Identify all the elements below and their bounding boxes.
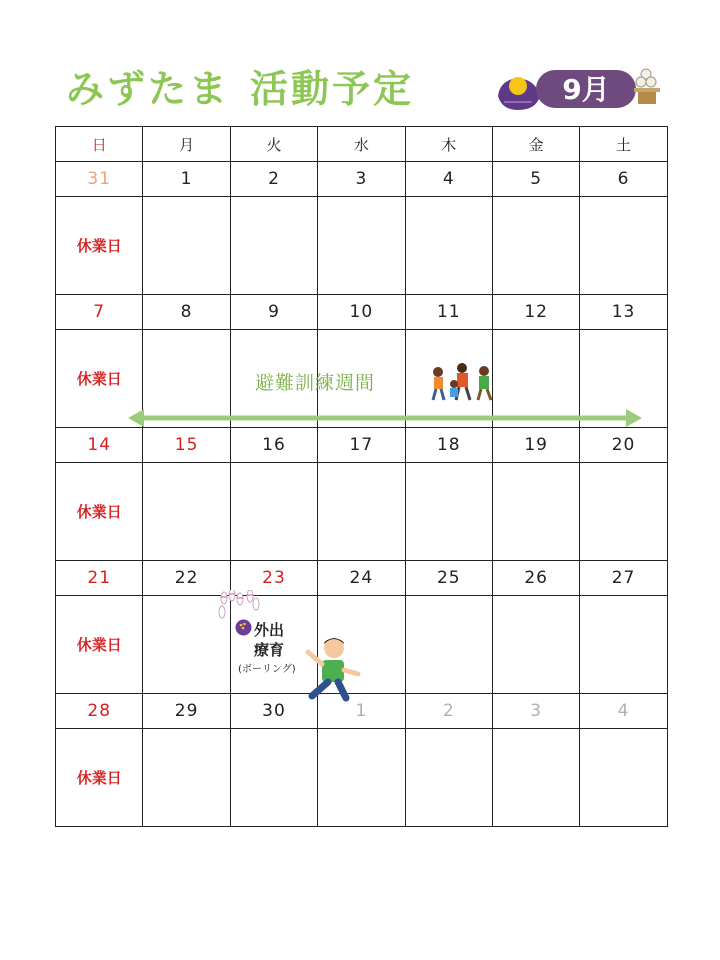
weekday-sat: 土	[580, 127, 667, 162]
bowling-ball-icon	[235, 619, 252, 636]
date-cell: 7	[56, 295, 143, 330]
date-cell: 1	[143, 162, 230, 197]
date-cell: 11	[405, 295, 492, 330]
closed-label: 休業日	[76, 769, 122, 787]
day-cell	[405, 596, 492, 694]
date-cell: 14	[56, 428, 143, 463]
date-cell: 22	[143, 561, 230, 596]
date-cell: 2	[405, 694, 492, 729]
date-cell: 24	[318, 561, 405, 596]
closed-label: 休業日	[76, 636, 122, 654]
day-cell-sun	[56, 463, 143, 561]
date-cell: 27	[580, 561, 667, 596]
day-cell	[230, 463, 317, 561]
day-cell	[143, 463, 230, 561]
day-cell	[492, 197, 579, 295]
calendar-table	[55, 126, 668, 827]
double-arrow-icon	[128, 407, 642, 429]
day-cell-sun	[56, 729, 143, 827]
month-label: 9月	[562, 73, 610, 106]
date-cell: 26	[492, 561, 579, 596]
date-cell: 23	[230, 561, 317, 596]
day-cell	[230, 729, 317, 827]
day-cell	[492, 596, 579, 694]
day-cell	[230, 197, 317, 295]
date-cell: 30	[230, 694, 317, 729]
day-cell	[580, 729, 667, 827]
date-cell: 29	[143, 694, 230, 729]
date-cell: 6	[580, 162, 667, 197]
day-cell	[143, 729, 230, 827]
day-cell	[580, 596, 667, 694]
week-4-dates	[56, 561, 668, 596]
weekday-thu: 木	[405, 127, 492, 162]
date-cell: 2	[230, 162, 317, 197]
date-cell: 15	[143, 428, 230, 463]
date-cell: 13	[580, 295, 667, 330]
weekday-header-row	[56, 127, 668, 162]
day-cell	[580, 463, 667, 561]
week-1-body	[56, 197, 668, 295]
bowling-pins-icon	[216, 590, 262, 622]
date-cell: 20	[580, 428, 667, 463]
day-cell	[405, 197, 492, 295]
date-cell: 5	[492, 162, 579, 197]
week-2-dates	[56, 295, 668, 330]
dango-icon	[634, 69, 660, 104]
page-title	[66, 58, 414, 113]
date-cell: 12	[492, 295, 579, 330]
day-cell	[492, 463, 579, 561]
date-cell: 31	[56, 162, 143, 197]
outing-line1: 外出	[254, 621, 285, 639]
outing-note: (ボーリング)	[238, 664, 296, 675]
bowler-icon	[302, 634, 362, 704]
closed-label: 休業日	[76, 237, 122, 255]
date-cell: 3	[492, 694, 579, 729]
weekday-wed: 水	[318, 127, 405, 162]
weekday-sun: 日	[56, 127, 143, 162]
week-5-body	[56, 729, 668, 827]
closed-label: 休業日	[76, 370, 122, 388]
date-cell: 9	[230, 295, 317, 330]
day-cell	[143, 197, 230, 295]
moon-icon	[498, 77, 540, 110]
weekday-fri: 金	[492, 127, 579, 162]
day-cell-sun	[56, 596, 143, 694]
date-cell: 4	[405, 162, 492, 197]
evacuation-week-label: 避難訓練週間	[255, 372, 376, 394]
date-cell: 17	[318, 428, 405, 463]
outing-event	[238, 620, 296, 680]
day-cell	[318, 197, 405, 295]
date-cell: 3	[318, 162, 405, 197]
children-evacuating-icon	[428, 362, 496, 406]
date-cell: 28	[56, 694, 143, 729]
date-cell: 1	[318, 694, 405, 729]
date-cell: 10	[318, 295, 405, 330]
week-3-dates	[56, 428, 668, 463]
date-cell: 18	[405, 428, 492, 463]
date-cell: 19	[492, 428, 579, 463]
date-cell: 8	[143, 295, 230, 330]
outing-line2: 療育	[254, 641, 285, 659]
day-cell	[405, 729, 492, 827]
closed-label: 休業日	[76, 503, 122, 521]
title-part2: 活動予定	[250, 67, 415, 111]
date-cell: 16	[230, 428, 317, 463]
title-part1: みずたま	[66, 67, 231, 111]
date-cell: 4	[580, 694, 667, 729]
date-cell: 25	[405, 561, 492, 596]
day-cell	[580, 197, 667, 295]
day-cell	[405, 463, 492, 561]
week-3-body	[56, 463, 668, 561]
date-cell: 21	[56, 561, 143, 596]
day-cell	[318, 463, 405, 561]
month-badge	[496, 66, 666, 112]
weekday-mon: 月	[143, 127, 230, 162]
day-cell	[492, 729, 579, 827]
week-1-dates	[56, 162, 668, 197]
weekday-tue: 火	[230, 127, 317, 162]
day-cell-sun	[56, 197, 143, 295]
day-cell	[318, 729, 405, 827]
